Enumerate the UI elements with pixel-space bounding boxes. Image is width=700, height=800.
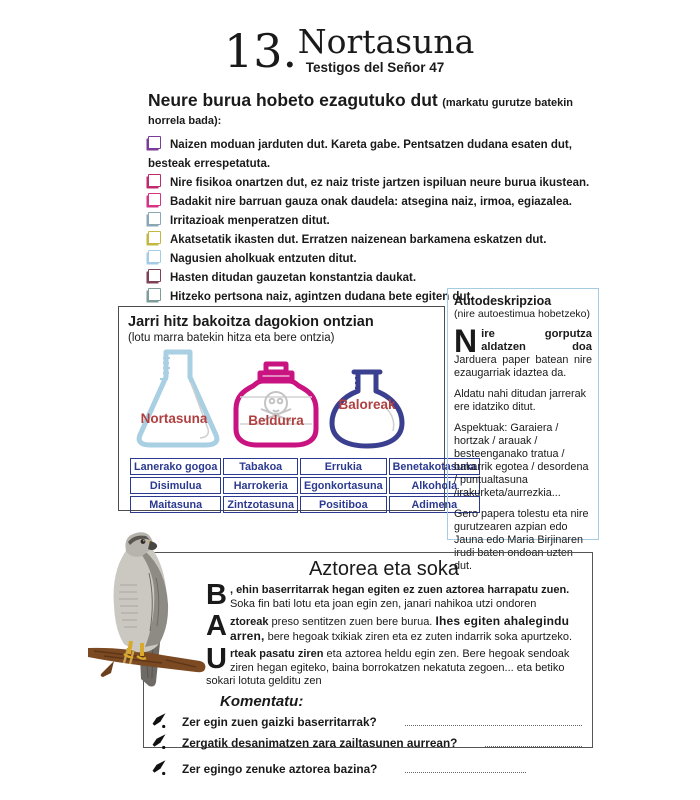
sidebar-paragraph: Aldatu nahi ditudan jarrerak ere idatziko ditut. xyxy=(454,388,587,413)
checklist-item-label: Badakit nire barruan gauza onak daudela: atsegina naiz, irmoa, egiazalea. xyxy=(170,196,572,208)
story-title: Aztorea eta soka xyxy=(308,558,460,580)
word-cell: Errukia xyxy=(300,458,387,475)
question-row xyxy=(150,712,584,729)
checklist-item-label: Naizen moduan jarduten dut. Kareta gabe. Pentsatzen dudana esaten dut, besteak errespetatuta. xyxy=(148,139,572,170)
section-heading: Neure burua hobeto ezagutuko dut xyxy=(148,90,438,110)
komentatu-label: Komentatu: xyxy=(220,692,304,710)
checkbox-icon[interactable] xyxy=(148,212,161,225)
word-cell: Positiboa xyxy=(300,496,387,513)
story-paragraph: Urteak pasatu ziren eta aztorea heldu egin zen. Bere hegoak sendoak ziren hegan egiteko, baina borrokatzen nekatuta zegoen... eta betiko sokari lotuta gelditu zen xyxy=(206,643,570,687)
checklist-item xyxy=(148,193,600,212)
word-cell: Disimulua xyxy=(130,477,221,494)
pencil-icon xyxy=(150,712,167,729)
checklist-item-label: Hasten ditudan gauzetan konstantzia daukat. xyxy=(170,272,417,284)
word-cell: Benetakotasuna xyxy=(389,458,480,475)
checklist-item xyxy=(148,174,600,193)
match-box-title: Jarri hitz bakoitza dagokion ontzian xyxy=(128,314,374,330)
checkbox-icon[interactable] xyxy=(148,288,161,301)
question-label: Zer egingo zenuke aztorea bazina? xyxy=(182,761,378,776)
answer-line[interactable] xyxy=(485,745,582,747)
match-box-subtitle: (lotu marra batekin hitza eta bere ontzia) xyxy=(128,332,335,344)
word-cell: Tabakoa xyxy=(223,458,298,475)
checkbox-icon[interactable] xyxy=(148,250,161,263)
word-cell: Alkohola xyxy=(389,477,480,494)
self-check-section xyxy=(148,90,600,307)
word-cell: Lanerako gogoa xyxy=(130,458,221,475)
checkbox-icon[interactable] xyxy=(148,269,161,282)
autodescription-sidebar xyxy=(447,288,599,572)
question-row xyxy=(150,733,584,750)
word-cell: Adimena xyxy=(389,496,480,513)
checklist-item-label: Hitzeko pertsona naiz, agintzen dudana bete egiten dut. xyxy=(170,291,474,303)
answer-line[interactable] xyxy=(405,771,526,773)
word-cell: Maitasuna xyxy=(130,496,221,513)
word-cell: Zintzotasuna xyxy=(223,496,298,513)
checklist-item-label: Irritazioak menperatzen ditut. xyxy=(170,215,330,227)
page-subtitle: Testigos del Señor 47 xyxy=(305,60,445,75)
sidebar-subtitle: (nire autoestimua hobetzeko) xyxy=(454,308,590,320)
hawk-image xyxy=(84,530,216,692)
checklist-item xyxy=(148,231,600,250)
dropcap: B xyxy=(206,579,227,611)
checklist-item xyxy=(148,250,600,269)
checklist-item xyxy=(148,136,600,174)
word-cell: Egonkortasuna xyxy=(300,477,387,494)
sidebar-paragraph: Aspektuak: Garaiera / hortzak / arauak / besteenganako tratua / bakarrik egotea / desordena / puntualtasuna /irakurketa/aurrezkia... xyxy=(454,422,589,499)
lesson-number: 13. xyxy=(224,24,298,78)
question-label: Zer egin zuen gaizki baserritarrak? xyxy=(182,714,377,729)
container-label-nortasuna: Nortasuna xyxy=(140,411,208,426)
sidebar-title: Autodeskripzioa xyxy=(454,294,552,308)
checkbox-icon[interactable] xyxy=(148,174,161,187)
question-label: Zergatik desanimatzen zara zailtasunen aurrean? xyxy=(182,735,458,750)
sidebar-paragraph: Nire gorputza aldatzen doa Jarduera paper batean nire ezaugarriak idaztea da. xyxy=(454,323,592,379)
pencil-icon xyxy=(150,759,167,776)
story-paragraph: B , ehin baserritarrak hegan egiten ez zuen aztorea harrapatu zuen. Soka fin bati lotu eta joan egin zen, janari nahikoa utzi ondoren xyxy=(206,579,570,611)
poison-bottle-icon xyxy=(232,360,320,449)
containers-row xyxy=(128,347,435,451)
sidebar-paragraph: Gero papera tolestu eta nire gurutzearen azpian edo Jauna edo Maria Birjinaren irudi baten ondoan uzten dut. xyxy=(454,508,589,572)
words-table xyxy=(128,456,482,515)
container-label-baloreak: Baloreak xyxy=(338,397,396,412)
checklist-item-label: Nire fisikoa onartzen dut, ez naiz triste jartzen ispiluan neure burua ikustean. xyxy=(170,177,590,189)
question-row xyxy=(150,759,584,776)
checklist-item-label: Akatsetatik ikasten dut. Erratzen naizenean barkamena eskatzen dut. xyxy=(170,234,547,246)
checkbox-icon[interactable] xyxy=(148,136,161,149)
match-words-box xyxy=(118,306,476,511)
checklist-item xyxy=(148,212,600,231)
word-cell: Harrokeria xyxy=(223,477,298,494)
erlenmeyer-flask-icon xyxy=(132,347,224,449)
story-paragraph: Aztoreak preso sentitzen zuen bere burua. Ihes egiten ahalegindu arren, bere hegoak txikiak ziren eta ez zuten indarrik soka apurtzeko. xyxy=(206,610,573,643)
dropcap: N xyxy=(454,323,478,359)
pencil-icon xyxy=(150,733,167,750)
answer-line[interactable] xyxy=(405,724,582,726)
dropcap: A xyxy=(206,610,227,642)
checkbox-icon[interactable] xyxy=(148,231,161,244)
checkbox-icon[interactable] xyxy=(148,193,161,206)
checklist-item xyxy=(148,269,600,288)
checklist-item-label: Nagusien aholkuak entzuten ditut. xyxy=(170,253,357,265)
checklist xyxy=(148,136,600,307)
section-heading-note: (markatu gurutze batekin horrela bada): xyxy=(148,97,573,127)
container-label-beldurra: Beldurra xyxy=(248,413,304,428)
page-title: Nortasuna xyxy=(297,22,475,61)
dropcap: U xyxy=(206,643,227,675)
